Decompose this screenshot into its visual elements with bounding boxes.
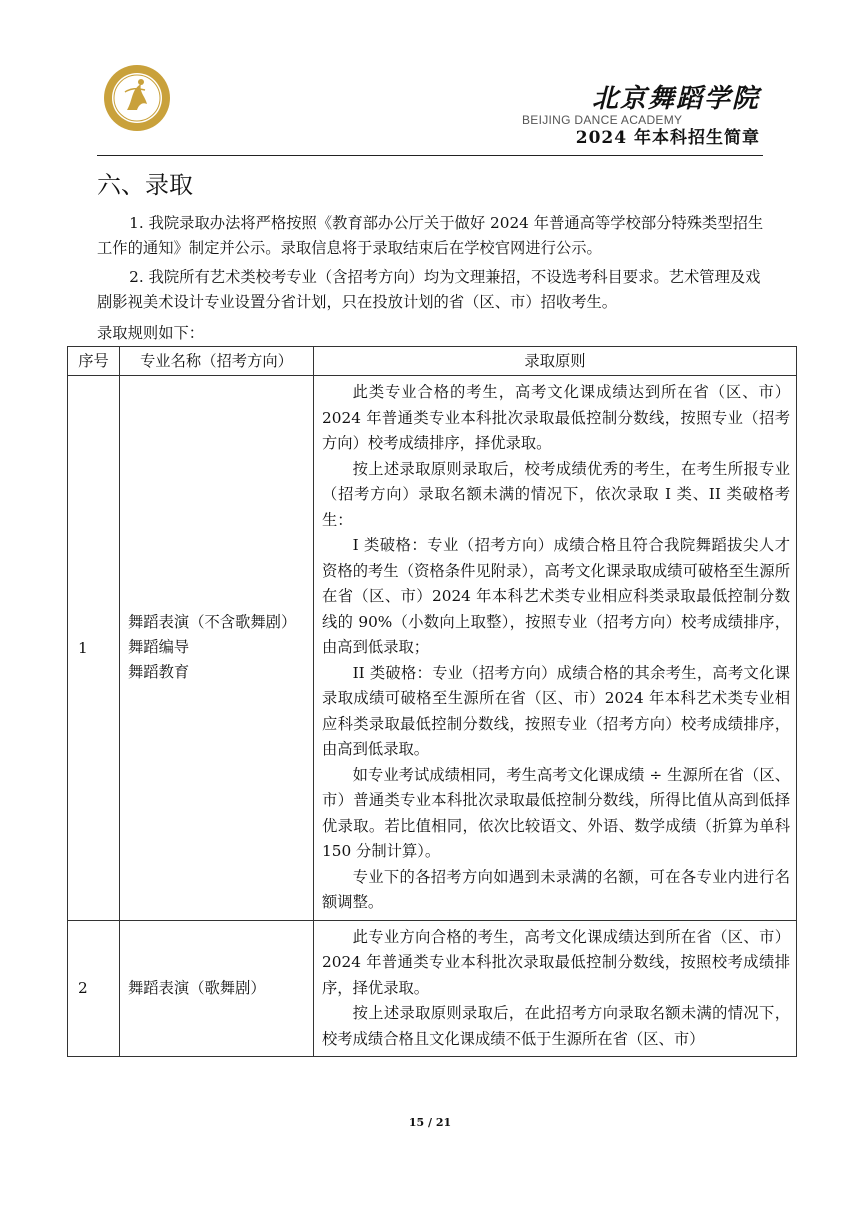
header-rules: 录取原则 [314,347,797,376]
row-number: 2 [68,920,120,1057]
rule-paragraph: 此专业方向合格的考生，高考文化课成绩达到所在省（区、市）2024 年普通类专业本科批次录取最低控制分数线，按照校考成绩排序，择优录取。 [322,927,790,997]
major-name: 舞蹈表演（歌舞剧） [128,978,266,997]
header-divider [97,155,763,156]
academy-logo-icon [103,64,171,132]
rules-cell [314,920,797,1057]
major-name: 舞蹈编导 [128,638,190,657]
major-name: 舞蹈教育 [128,663,190,682]
rule-paragraph: 按上述录取原则录取后，校考成绩优秀的考生，在考生所报专业（招考方向）录取名额未满的情况下，依次录取 I 类、II 类破格考生： [322,459,790,529]
rule-paragraph: II 类破格：专业（招考方向）成绩合格的其余考生，高考文化课录取成绩可破格至生源所在省（区、市）2024 年本科艺术类专业相应科类录取最低控制分数线，按照专业（招考方向）校考成绩排序，由高到低录取。 [322,663,790,758]
section-title: 六、录取 [97,171,193,199]
rule-paragraph: 专业下的各招考方向如遇到未录满的名额，可在各专业内进行名额调整。 [322,867,790,911]
major-name: 舞蹈表演（不含歌舞剧） [128,613,297,632]
header-num: 序号 [68,347,120,376]
header-major: 专业名称（招考方向） [120,347,314,376]
header-brand [500,84,760,149]
paragraph-1: 1. 我院录取办法将严格按照《教育部办公厅关于做好 2024 年普通高等学校部分特殊类型招生工作的通知》制定并公示。录取信息将于录取结束后在学校官网进行公示。 [97,214,764,257]
doc-title: 2024 年本科招生简章 [575,128,760,148]
rule-paragraph: 如专业考试成绩相同，考生高考文化课成绩 ÷ 生源所在省（区、市）普通类专业本科批次录取最低控制分数线，所得比值从高到低择优录取。若比值相同，依次比较语文、外语、数学成绩（折算为单科 150 分制计算）。 [322,765,790,860]
admission-rules-table [67,346,797,1057]
table-row [68,920,797,1057]
table-row [68,376,797,921]
rule-paragraph: 按上述录取原则录取后，在此招考方向录取名额未满的情况下，校考成绩合格且文化课成绩不低于生源所在省（区、市） [322,1004,790,1048]
rules-cell [314,376,797,921]
rule-paragraph: 此类专业合格的考生，高考文化课成绩达到所在省（区、市）2024 年普通类专业本科批次录取最低控制分数线，按照专业（招考方向）校考成绩排序，择优录取。 [322,383,790,452]
rule-paragraph: I 类破格：专业（招考方向）成绩合格且符合我院舞蹈拔尖人才资格的考生（资格条件见附录），高考文化课录取成绩可破格至生源所在省（区、市）2024 年本科艺术类专业相应科类录取最低控制分数线的 90%（小数向上取整），按照专业（招考方向）校考成绩排序，由高到低录取； [322,536,790,656]
paragraph-3: 录取规则如下： [97,324,205,342]
school-name-cn: 北京舞蹈学院 [591,84,760,114]
table-header-row [68,347,797,376]
row-number: 1 [68,376,120,921]
school-name-en: BEIJING DANCE ACADEMY [522,113,683,127]
major-cell [120,376,314,921]
paragraph-2: 2. 我院所有艺术类校考专业（含招考方向）均为文理兼招，不设选考科目要求。艺术管理及戏剧影视美术设计专业设置分省计划，只在投放计划的省（区、市）招收考生。 [97,268,761,311]
major-cell [120,920,314,1057]
page-number: 15 / 21 [408,1116,452,1129]
